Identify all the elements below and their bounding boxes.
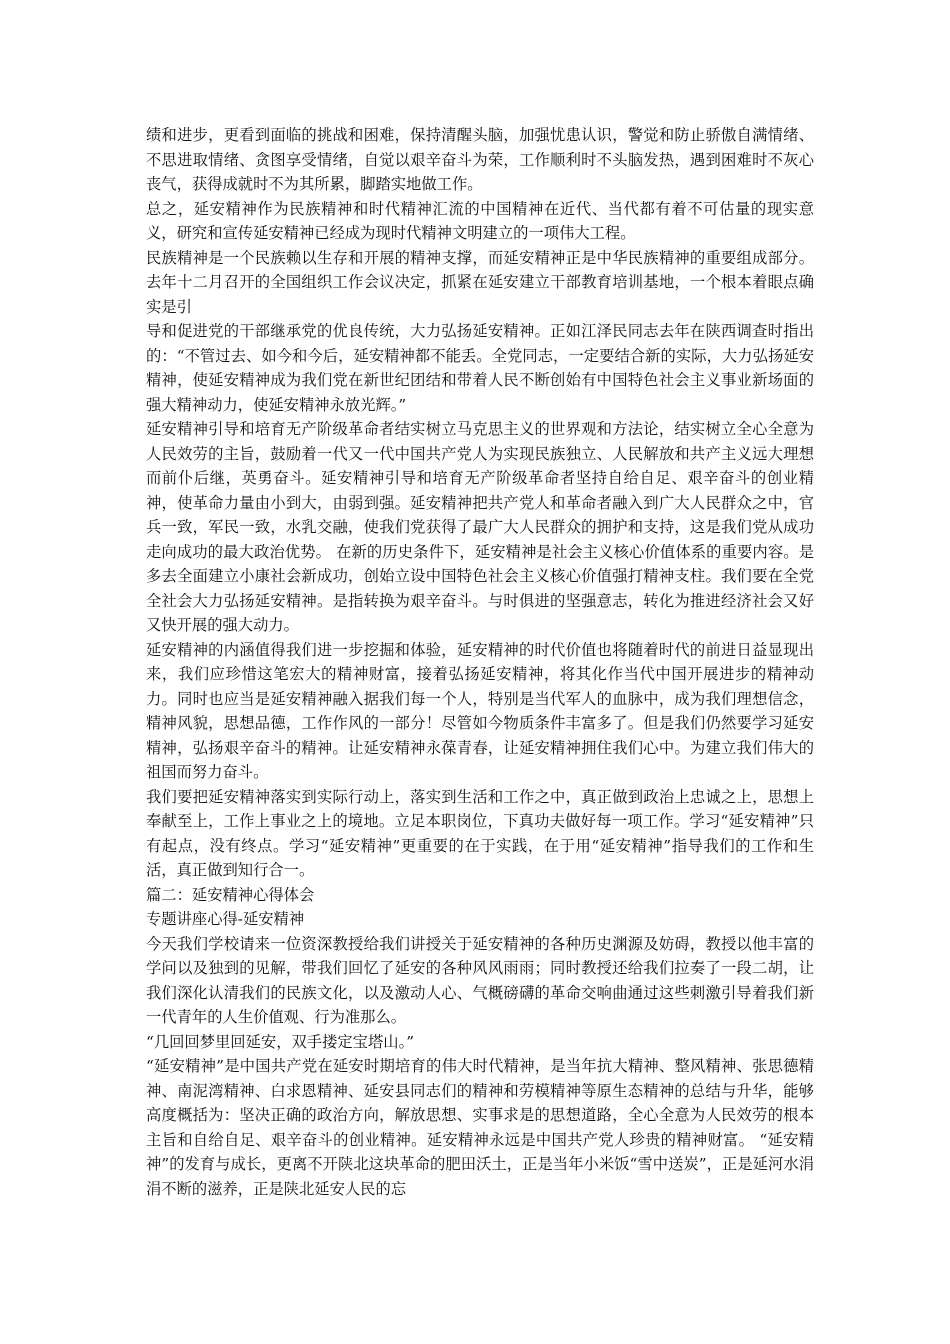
paragraph-4: 导和促进党的干部继承党的优良传统，大力弘扬延安精神。正如江泽民同志去年在陕西调查时指出的：“不管过去、如今和今后，延安精神都不能丢。全党同志，一定要结合新的实际，大力弘扬延安精神，使延安精神成为我们党在新世纪团结和带着人民不断创始有中国特色社会主义事业新场面的强大精神动力，使延安精神永放光辉。” (146, 322, 814, 414)
paragraph-7: 我们要把延安精神落实到实际行动上，落实到生活和工作之中，真正做到政治上忠诚之上，思想上奉献至上，工作上事业之上的境地。立足本职岗位，下真功夫做好每一项工作。学习“延安精神”只有起点，没有终点。学习“延安精神”更重要的在于实践，在于用“延安精神”指导我们的工作和生活，真正做到知行合一。 (146, 787, 814, 879)
paragraph-1: 绩和进步，更看到面临的挑战和困难，保持清醒头脑，加强忧患认识，警觉和防止骄傲自满情绪、不思进取情绪、贪图享受情绪，自觉以艰辛奋斗为荣，工作顺利时不头脑发热，遇到困难时不灰心丧气，获得成就时不为其所累，脚踏实地做工作。 (146, 126, 814, 193)
paragraph-8: 今天我们学校请来一位资深教授给我们讲授关于延安精神的各种历史渊源及妨碍，教授以他丰富的学问以及独到的见解，带我们回忆了延安的各种风风雨雨；同时教授还给我们拉奏了一段二胡，让我们深化认清我们的民族文化，以及激动人心、气概磅礴的革命交响曲通过这些刺激引导着我们新一代青年的人生价值观、行为准那么。 (146, 934, 814, 1026)
paragraph-5: 延安精神引导和培育无产阶级革命者结实树立马克思主义的世界观和方法论，结实树立全心全意为人民效劳的主旨，鼓励着一代又一代中国共产党人为实现民族独立、人民解放和共产主义远大理想而前仆后继，英勇奋斗。延安精神引导和培育无产阶级革命者坚持自给自足、艰辛奋斗的创业精神，使革命力量由小到大，由弱到强。延安精神把共产党人和革命者融入到广大人民群众之中，官兵一致，军民一致，水乳交融，使我们党获得了最广大人民群众的拥护和支持，这是我们党从成功走向成功的最大政治优势。 在新的历史条件下，延安精神是社会主义核心价值体系的重要内容。是多去全面建立小康社会新成功，创始立设中国特色社会主义核心价值强打精神支柱。我们要在全党全社会大力弘扬延安精神。是指转换为艰辛奋斗。与时俱进的坚强意志，转化为推进经济社会又好又快开展的强大动力。 (146, 420, 814, 634)
quote-line: “几回回梦里回延安，双手搂定宝塔山。” (146, 1032, 415, 1051)
document-body (146, 123, 814, 1201)
paragraph-3: 民族精神是一个民族赖以生存和开展的精神支撑，而延安精神正是中华民族精神的重要组成部分。去年十二月召开的全国组织工作会议决定，抓紧在延安建立干部教育培训基地，一个根本着眼点确实是引 (146, 248, 814, 316)
section-subheading: 专题讲座心得-延安精神 (146, 910, 305, 928)
section-heading: 篇二：延安精神心得体会 (146, 885, 315, 904)
paragraph-9: “延安精神”是中国共产党在延安时期培育的伟大时代精神，是当年抗大精神、整风精神、张思德精神、南泥湾精神、白求恩精神、延安县同志们的精神和劳模精神等原生态精神的总结与升华，能够高度概括为：坚决正确的政治方向，解放思想、实事求是的思想道路，全心全意为人民效劳的根本主旨和自给自足、艰辛奋斗的创业精神。延安精神永远是中国共产党人珍贵的精神财富。 “延安精神”的发育与成长，更离不开陕北这块革命的肥田沃土，正是当年小米饭“雪中送炭”，正是延河水涓涓不断的滋养，正是陕北延安人民的忘 (146, 1057, 814, 1198)
paragraph-6: 延安精神的内涵值得我们进一步挖掘和体验，延安精神的时代价值也将随着时代的前进日益显现出来，我们应珍惜这笔宏大的精神财富，接着弘扬延安精神，将其化作当代中国开展进步的精神动力。同时也应当是延安精神融入据我们每一个人，特别是当代军人的血脉中，成为我们理想信念，精神风貌，思想品德，工作作风的一部分！尽管如今物质条件丰富多了。但是我们仍然要学习延安精神，弘扬艰辛奋斗的精神。让延安精神永葆青春，让延安精神拥住我们心中。为建立我们伟大的祖国而努力奋斗。 (146, 640, 814, 781)
paragraph-2: 总之，延安精神作为民族精神和时代精神汇流的中国精神在近代、当代都有着不可估量的现实意义，研究和宣传延安精神已经成为现时代精神文明建立的一项伟大工程。 (146, 199, 814, 242)
